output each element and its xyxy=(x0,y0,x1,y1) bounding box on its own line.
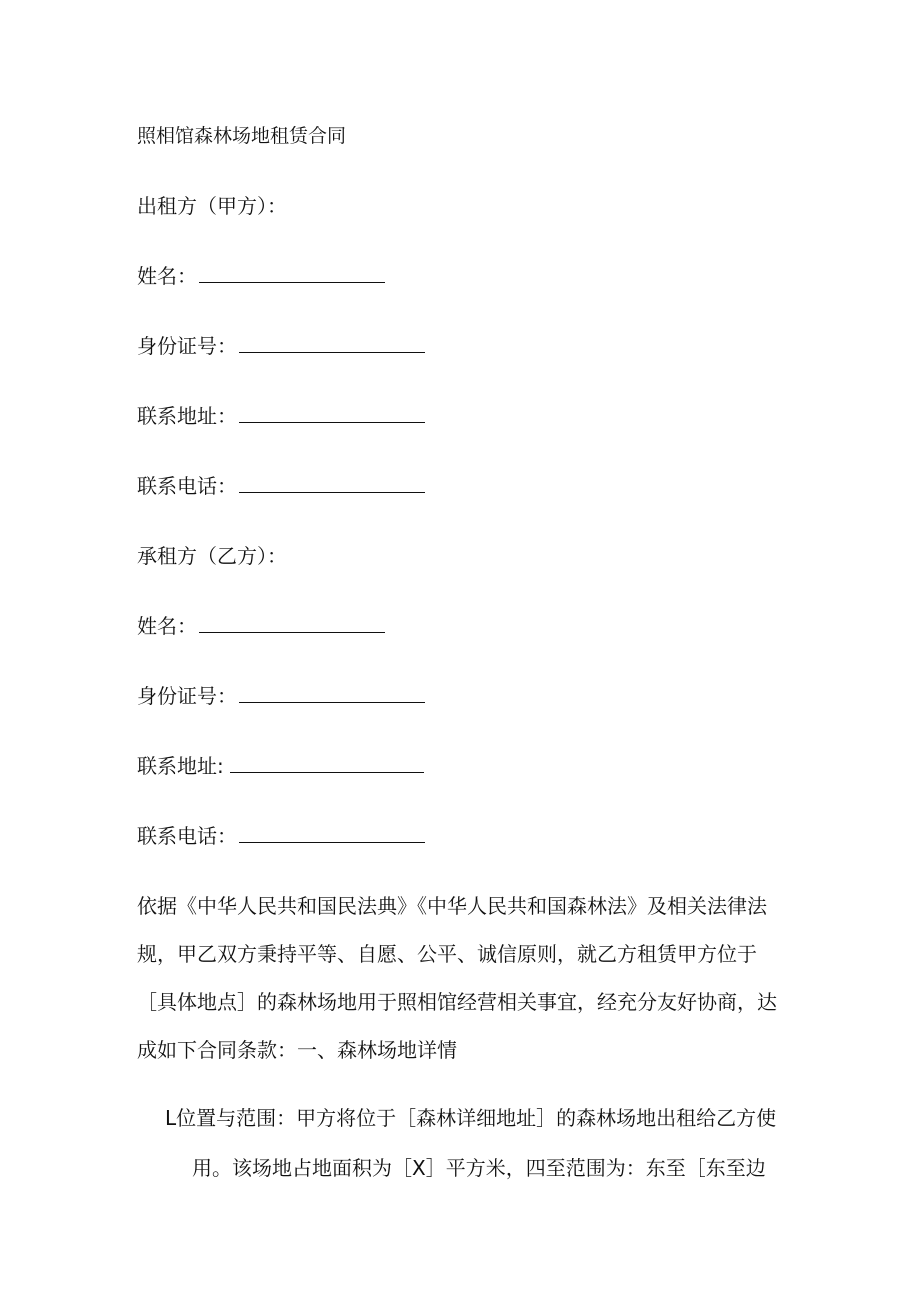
lessor-address-row xyxy=(137,402,425,430)
lessor-address-blank[interactable] xyxy=(239,402,425,423)
lessor-phone-blank[interactable] xyxy=(239,472,425,493)
lessee-phone-blank[interactable] xyxy=(239,822,425,843)
lessee-name-blank[interactable] xyxy=(199,612,385,633)
clause-1-line-2: 用。该场地占地面积为［X］平方米，四至范围为：东至［东至边 xyxy=(192,1156,766,1180)
lessor-name-blank[interactable] xyxy=(199,262,385,283)
lessor-phone-row xyxy=(137,472,425,500)
intro-line: 依据《中华人民共和国民法典》《中华人民共和国森林法》及相关法律法 xyxy=(137,894,767,918)
lessor-id-blank[interactable] xyxy=(239,332,425,353)
lessor-phone-label: 联系电话： xyxy=(137,474,237,498)
lessor-id-label: 身份证号： xyxy=(137,334,237,358)
lessor-name-row xyxy=(137,262,385,290)
intro-paragraph xyxy=(137,882,785,1074)
lessee-phone-label: 联系电话： xyxy=(137,824,237,848)
lessor-heading: 出租方（甲方）： xyxy=(137,194,287,218)
lessee-heading: 承租方（乙方）： xyxy=(137,544,287,568)
lessee-phone-row xyxy=(137,822,425,850)
lessor-name-label: 姓名： xyxy=(137,264,197,288)
lessee-address-blank[interactable] xyxy=(230,752,424,773)
lessee-address-row xyxy=(137,752,424,780)
document-title: 照相馆森林场地租赁合同 xyxy=(137,125,347,147)
clause-1-line-1: L位置与范围：甲方将位于［森林详细地址］的森林场地出租给乙方使 xyxy=(165,1106,777,1130)
intro-line: 规，甲乙双方秉持平等、自愿、公平、诚信原则，就乙方租赁甲方位于 xyxy=(137,942,757,966)
intro-line: ［具体地点］的森林场地用于照相馆经营相关事宜，经充分友好协商，达 xyxy=(137,990,777,1014)
lessee-id-row xyxy=(137,682,425,710)
intro-line: 成如下合同条款：一、森林场地详情 xyxy=(137,1038,457,1062)
lessee-id-label: 身份证号： xyxy=(137,684,237,708)
lessee-address-label: 联系地址: xyxy=(137,754,224,778)
lessee-name-label: 姓名： xyxy=(137,614,197,638)
lessor-id-row xyxy=(137,332,425,360)
lessee-id-blank[interactable] xyxy=(239,682,425,703)
lessee-name-row xyxy=(137,612,385,640)
lessor-address-label: 联系地址： xyxy=(137,404,237,428)
